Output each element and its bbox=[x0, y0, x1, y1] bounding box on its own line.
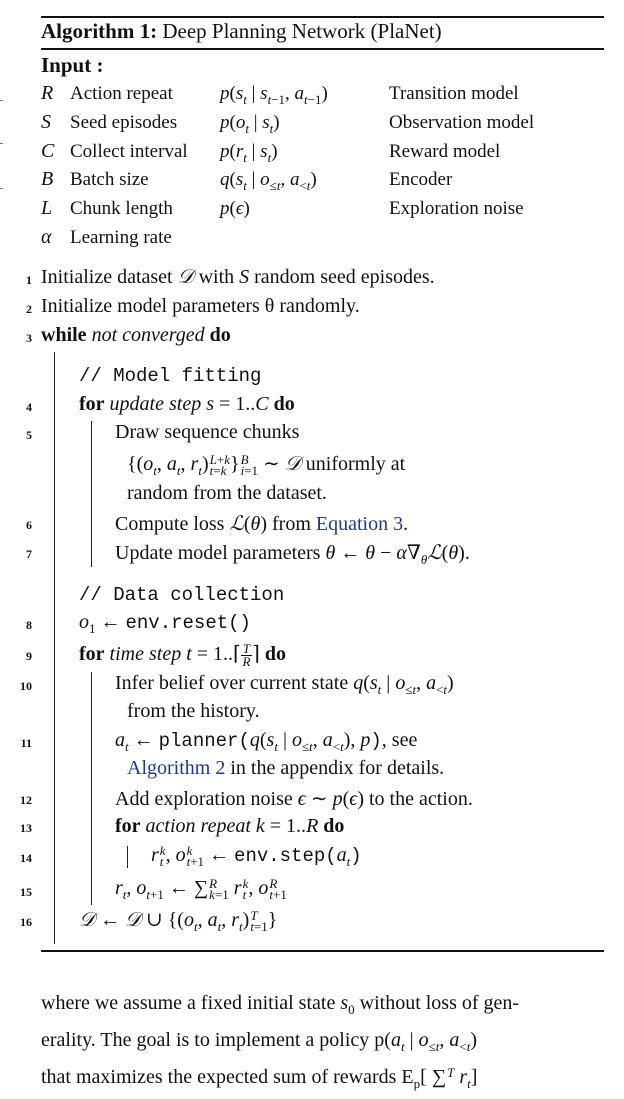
line-number: 6 bbox=[26, 518, 32, 532]
algorithm-name: Deep Planning Network (PlaNet) bbox=[162, 19, 442, 43]
keyword: while bbox=[41, 324, 87, 346]
param-name: Learning rate bbox=[70, 227, 172, 248]
algo-line-5-math: {($o_t$, $a_t$, $r_t)L+k$ t=k }B i=1 ∼ 𝒟 uniformly at bbox=[127, 452, 406, 479]
line-text: Compute loss bbox=[115, 513, 230, 535]
line-text: update step bbox=[109, 393, 202, 415]
comment-model-fitting: // Model fitting bbox=[79, 365, 262, 387]
keyword: do bbox=[209, 324, 231, 346]
param-symbol: α bbox=[41, 226, 52, 248]
line-text: . bbox=[403, 513, 409, 535]
algo-line-6: Compute loss ℒ(θ) from Equation 3. bbox=[115, 513, 409, 535]
paragraph-text: that maximizes the expected sum of rewards E bbox=[41, 1066, 414, 1088]
line-text: Update model parameters bbox=[115, 542, 326, 564]
line-number: 3 bbox=[26, 331, 32, 345]
line-text: random seed episodes. bbox=[249, 266, 435, 288]
top-rule bbox=[41, 16, 604, 18]
line-number: 11 bbox=[20, 736, 32, 750]
algo-line-5: Draw sequence chunks bbox=[115, 421, 300, 443]
algo-line-5-cont: random from the dataset. bbox=[127, 482, 327, 504]
param-name: Collect interval bbox=[70, 141, 188, 162]
algo-line-11: $a_t$ ← $planner(q(s_t$ | $o_{\le t}$, $a_{<t}$), p), see bbox=[115, 729, 418, 754]
algo-line-10: Infer belief over current state $q(s_t$ | $o_{\le t}$, $a_{<t}$) bbox=[115, 672, 454, 697]
line-number: 8 bbox=[26, 618, 32, 632]
param-name: Chunk length bbox=[70, 198, 173, 219]
body-paragraph bbox=[41, 988, 607, 1099]
env-reset-call: env.reset() bbox=[125, 612, 251, 634]
keyword: for bbox=[79, 643, 105, 665]
line-number: 1 bbox=[26, 273, 32, 287]
param-model: Observation model bbox=[389, 112, 535, 133]
line-text: with bbox=[193, 266, 240, 288]
line-text: in the appendix for details. bbox=[225, 757, 445, 779]
line-number: 15 bbox=[20, 885, 32, 899]
algo-line-3 bbox=[41, 324, 231, 347]
line-text: uniformly at bbox=[305, 453, 406, 475]
algo-line-8: $o_1$ ← env.reset() bbox=[79, 611, 251, 636]
param-model: Reward model bbox=[389, 141, 501, 162]
paragraph-line: erality. The goal is to implement a policy $p(a_t$ | $o_{\le t}$, $a_{<t}$) bbox=[41, 1029, 477, 1054]
line-text: Add exploration noise bbox=[115, 788, 298, 810]
algorithm-2-link[interactable]: Algorithm 2 bbox=[127, 757, 226, 779]
line-number: 9 bbox=[26, 649, 32, 663]
algo-line-1: Initialize dataset 𝒟 with S random seed episodes. bbox=[41, 266, 435, 288]
line-number: 12 bbox=[20, 793, 32, 807]
keyword: do bbox=[264, 643, 287, 665]
param-math: $p(r_t$ | $s_t$) bbox=[220, 141, 278, 165]
keyword: do bbox=[323, 815, 345, 837]
line-number: 10 bbox=[20, 679, 32, 693]
algo-line-12: Add exploration noise ϵ ∼ p(ϵ) to the action. bbox=[115, 788, 473, 810]
paragraph-text: without loss of gen- bbox=[354, 992, 520, 1014]
inner-for-block-bar bbox=[127, 846, 128, 868]
algo-line-10-cont: from the history. bbox=[127, 700, 260, 722]
algo-line-16: 𝒟 ← 𝒟 ∪ {($o_t$, $a_t$, $r_t)T$ t=1} bbox=[79, 908, 278, 935]
param-symbol: L bbox=[41, 197, 53, 219]
input-heading: Input : bbox=[41, 53, 104, 77]
algo-line-14: rk t , ok t+1 ← $env.step(a_t)$ bbox=[151, 843, 362, 870]
margin-mark bbox=[0, 143, 3, 144]
algorithm-label: Algorithm 1: bbox=[41, 19, 158, 43]
param-math: p(ϵ) bbox=[220, 198, 250, 219]
algo-line-7: Update model parameters θ ← $\theta - \alpha\nabla_\theta ℒ(\theta)$. bbox=[115, 542, 470, 567]
param-symbol: R bbox=[41, 82, 54, 104]
bottom-rule bbox=[41, 950, 604, 952]
algo-line-9: for time step t = 1..⌈ $\frac{T}{R}$ ⌉ do bbox=[79, 640, 287, 669]
line-text: to the action. bbox=[363, 788, 473, 810]
line-text: time step bbox=[109, 643, 182, 665]
param-symbol: C bbox=[41, 140, 55, 162]
line-text: action repeat bbox=[145, 815, 251, 837]
keyword: for bbox=[115, 815, 141, 837]
title-rule bbox=[41, 48, 604, 50]
param-math: $p(s_t$ | $s_{t-1}$, $a_{t-1}$) bbox=[220, 83, 328, 107]
line-number: 13 bbox=[20, 821, 32, 835]
margin-mark bbox=[0, 188, 3, 189]
algorithm-title bbox=[41, 19, 442, 44]
param-math: $p(o_t$ | $s_t$) bbox=[220, 112, 280, 136]
line-number: 7 bbox=[26, 547, 32, 561]
line-text: not converged bbox=[91, 324, 205, 346]
while-block-bar bbox=[54, 352, 55, 944]
line-number: 14 bbox=[20, 851, 32, 865]
line-text: , see bbox=[381, 729, 418, 751]
paragraph-line: that maximizes the expected sum of rewards $E_p$[ ∑T $r_t$] bbox=[41, 1065, 478, 1091]
line-number: 4 bbox=[26, 400, 32, 414]
line-text: Initialize dataset bbox=[41, 266, 178, 288]
line-text: Infer belief over current state bbox=[115, 672, 354, 694]
line-number: 5 bbox=[26, 428, 32, 442]
keyword: do bbox=[273, 393, 295, 415]
param-symbol: B bbox=[41, 168, 54, 190]
algo-line-4: for update step s = 1..C do bbox=[79, 393, 295, 415]
param-model: Encoder bbox=[389, 169, 453, 190]
param-name: Seed episodes bbox=[70, 112, 178, 133]
paragraph-line: where we assume a fixed initial state $s_0$ without loss of gen- bbox=[41, 992, 520, 1017]
algo-line-13: for action repeat k = 1..R do bbox=[115, 815, 345, 837]
param-model: Exploration noise bbox=[389, 198, 524, 219]
param-name: Batch size bbox=[70, 169, 149, 190]
for-block-bar bbox=[91, 672, 92, 905]
param-symbol: S bbox=[41, 111, 51, 133]
paragraph-text: erality. The goal is to implement a policy p bbox=[41, 1029, 385, 1051]
param-model: Transition model bbox=[389, 83, 519, 104]
algo-line-11-cont bbox=[127, 757, 444, 780]
keyword: for bbox=[79, 393, 105, 415]
line-number: 16 bbox=[20, 915, 32, 929]
paragraph-text: where we assume a fixed initial state bbox=[41, 992, 341, 1014]
algo-line-15: $r_t$, $o_{t+1}$ ← ∑R k=1 rk t , oR t+1 bbox=[115, 876, 287, 903]
param-math: $q(s_t$ | $o_{\le t}$, $a_{<t}$) bbox=[220, 169, 317, 193]
planner-call: planner bbox=[158, 730, 239, 752]
equation-link[interactable]: Equation 3 bbox=[315, 513, 404, 535]
comment-data-collection: // Data collection bbox=[79, 584, 285, 606]
line-number: 2 bbox=[26, 302, 32, 316]
param-name: Action repeat bbox=[70, 83, 173, 104]
algo-line-2: Initialize model parameters θ randomly. bbox=[41, 295, 360, 317]
for-block-bar bbox=[91, 421, 92, 567]
margin-mark bbox=[0, 100, 3, 101]
env-step-call: env.step bbox=[234, 845, 326, 867]
